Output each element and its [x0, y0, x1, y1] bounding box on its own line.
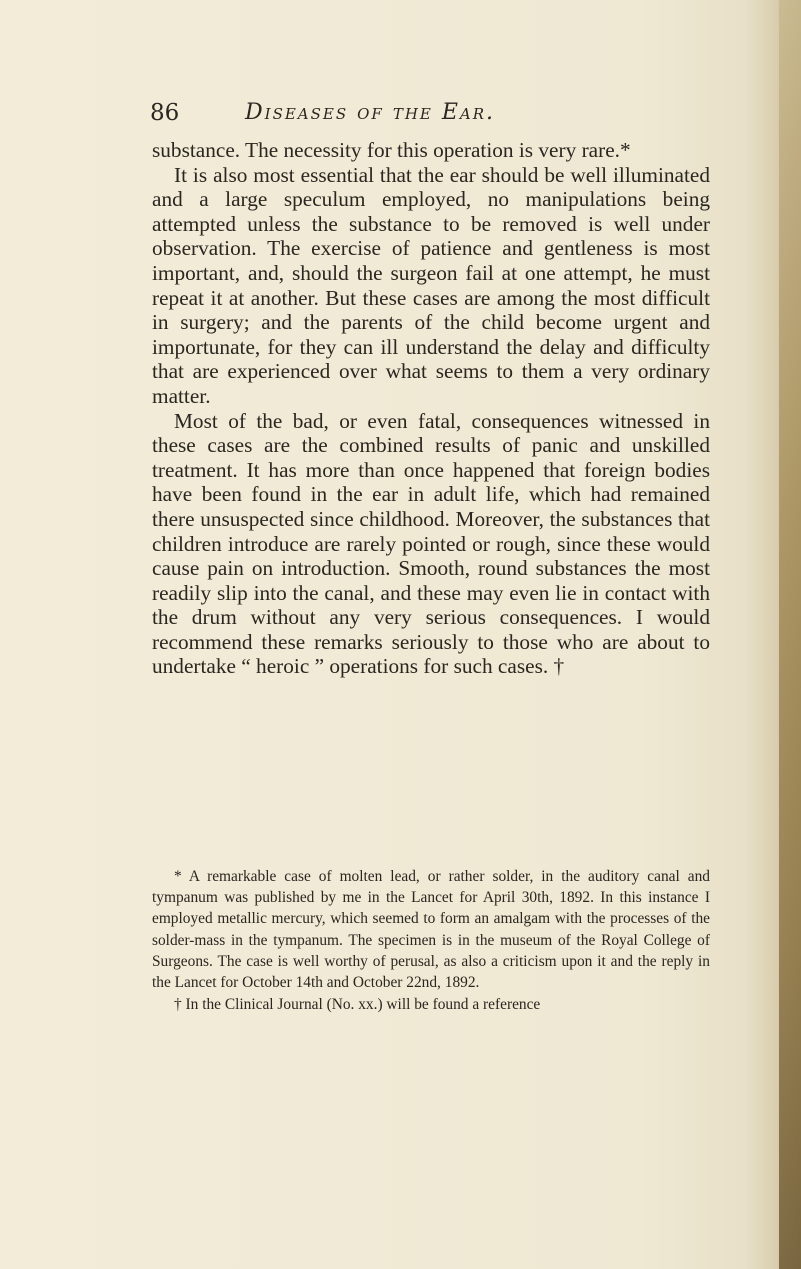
paragraph: Most of the bad, or even fatal, consequences witnessed in these cases are the combined results of panic and unskilled treatment. It has more than once happened that foreign bodies have been found in the ear in adult life, which had remained there unsuspected since childhood. Moreover, the substances that children introduce are rarely pointed or rough, since these would cause pain on introduction. Smooth, round substances the most readily slip into the canal, and these may even lie in contact with the drum without any very serious consequences. I would recommend these remarks seriously to those who are about to undertake “ heroic ” operations for such cases. † [152, 408, 710, 679]
page-header [150, 96, 710, 136]
paragraph: substance. The necessity for this operation is very rare.* [152, 138, 631, 162]
paragraph: It is also most essential that the ear should be well illuminated and a large speculum employed, no manipulations being attempted unless the substance to be removed is well under observation. The exercise of patience and gentleness is most important, and, should the surgeon fail at one attempt, he must repeat it at another. But these cases are among the most difficult in surgery; and the parents of the child become urgent and importunate, for they can ill understand the delay and difficulty that are experienced over what seems to them a very ordinary matter. [152, 162, 710, 408]
running-title: Diseases of the Ear. [245, 100, 496, 125]
footnote: † In the Clinical Journal (No. xx.) will be found a reference [174, 996, 541, 1014]
footnotes [152, 866, 710, 1015]
footnote: * A remarkable case of molten lead, or rather solder, in the auditory canal and tympanum was published by me in the Lancet for April 30th, 1892. In this instance I employed metallic mercury, which seemed to form an amalgam with the processes of the solder-mass in the tympanum. The specimen is in the museum of the Royal College of Surgeons. The case is well worthy of perusal, as also a criticism upon it and the reply in the Lancet for October 14th and October 22nd, 1892. [152, 868, 710, 992]
body-text [152, 138, 710, 679]
page-number: 86 [150, 100, 180, 126]
page-edge-shadow [779, 0, 801, 1269]
